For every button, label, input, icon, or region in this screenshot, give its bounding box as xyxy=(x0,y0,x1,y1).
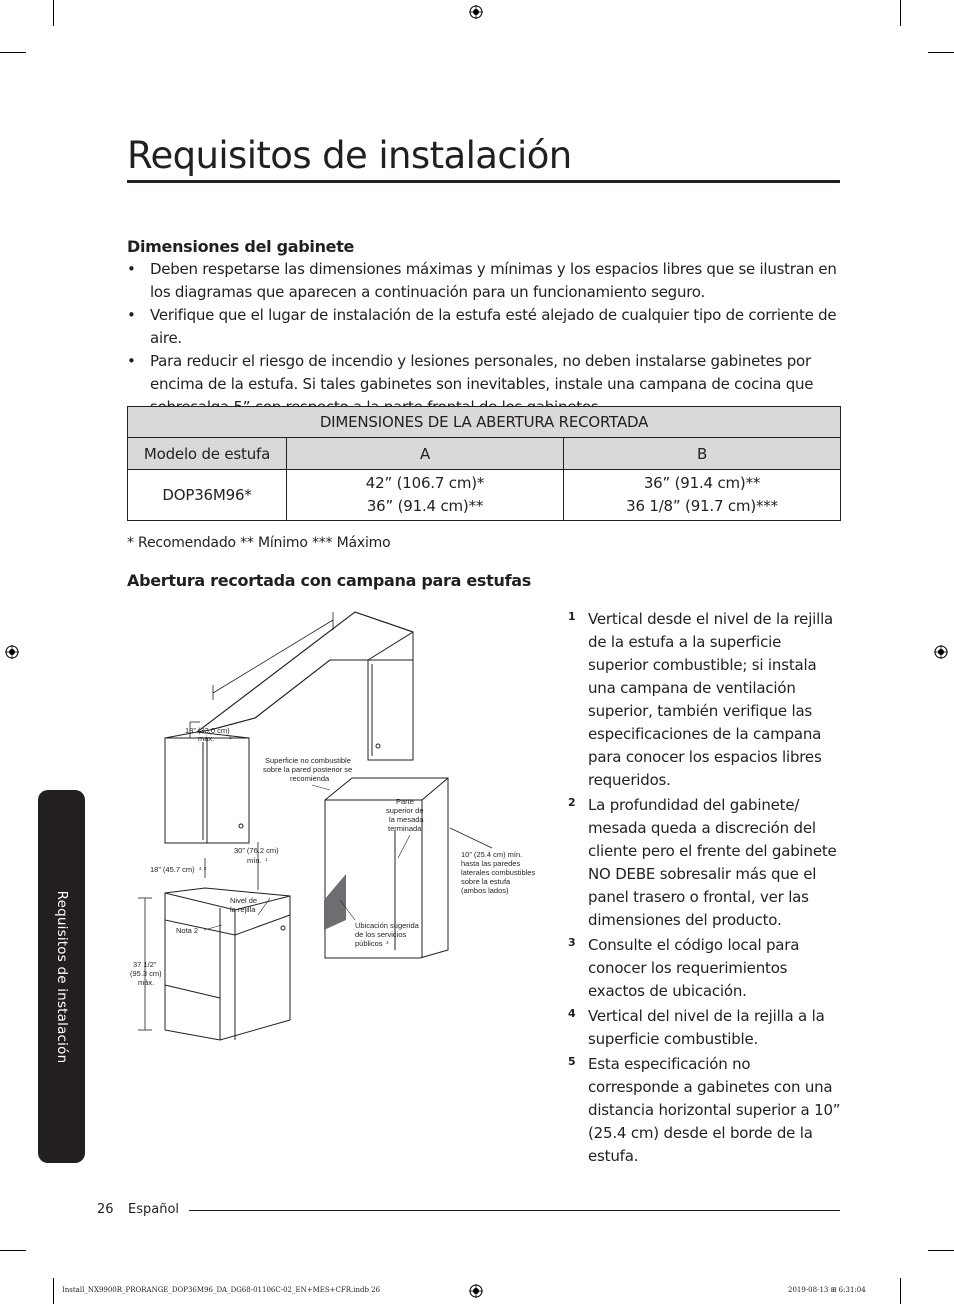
page-number: 26 xyxy=(97,1202,114,1217)
label-counter-2: superior de xyxy=(386,806,424,815)
label-10in-4: sobre la estufa xyxy=(461,877,511,886)
note-item xyxy=(568,934,843,1003)
hood-cutout-heading: Abertura recortada con campana para estufas xyxy=(127,571,531,590)
table-row xyxy=(128,470,841,521)
column-header-b: B xyxy=(564,438,841,470)
superscript-1: 1 xyxy=(229,735,232,740)
note-number: 4 xyxy=(568,1007,576,1020)
cutout-dimensions-table xyxy=(127,406,841,521)
cabinet-dimensions-heading: Dimensiones del gabinete xyxy=(127,237,355,256)
cell-b xyxy=(564,470,841,521)
print-slug-left: Install_NX9900R_PRORANGE_DOP36M96_DA_DG68-01106C-02_EN+MES+CFR.indb 26 xyxy=(62,1286,381,1294)
left-upper-cabinet xyxy=(165,732,249,843)
table-header-row xyxy=(128,438,841,470)
superscript-45: 4, 5 xyxy=(199,866,207,871)
label-18in: 18” (45.7 cm) xyxy=(150,865,195,874)
bullet-item: • Deben respetarse las dimensiones máximas y mínimas y los espacios libres que se ilustran en los diagramas que aparecen a continuación para un funcionamiento seguro. xyxy=(127,258,843,304)
label-10in-3: laterales combustibles xyxy=(461,868,536,877)
crop-mark xyxy=(900,0,901,26)
crop-mark xyxy=(53,1278,54,1304)
crop-mark xyxy=(0,52,26,53)
bullet-item: • Para reducir el riesgo de incendio y lesiones personales, no deben instalarse gabinetes por encima de la estufa. Si tales gabinetes son inevitables, instale una campana de cocina que xyxy=(127,350,843,419)
crop-mark xyxy=(900,1278,901,1304)
installation-diagram xyxy=(125,605,555,1045)
label-10in-1: 10” (25.4 cm) mín. xyxy=(461,850,523,859)
crop-mark xyxy=(0,1250,26,1251)
page-language: Español xyxy=(128,1202,180,1217)
superscript-3: 3 xyxy=(386,940,389,945)
column-header-a: A xyxy=(287,438,564,470)
note-number: 5 xyxy=(568,1055,576,1068)
section-side-tab xyxy=(38,790,85,1163)
note-item xyxy=(568,608,843,792)
cell-a-line1: 42” (106.7 cm)* xyxy=(365,474,485,492)
label-10in-5: (ambos lados) xyxy=(461,886,509,895)
label-utility-1: Ubicación sugerida xyxy=(355,921,419,930)
label-utility-2: de los servicios xyxy=(355,930,407,939)
note-text: La profundidad del gabinete/ mesada queda a discreción del cliente pero el frente del gabinete NO DEBE sobresalir más que el panel trasero o frontal, ver las dimensiones del producto. xyxy=(588,796,837,929)
note-text: Vertical desde el nivel de la rejilla de la estufa a la superficie superior combustible; si instala una campana de ventilación superior, también verifique las especificaciones de la campana para conocer los espacios libres requeridos. xyxy=(588,610,834,789)
crop-mark xyxy=(928,52,954,53)
label-10in-2: hasta las paredes xyxy=(461,859,521,868)
registration-mark-icon xyxy=(469,1284,483,1298)
registration-mark-icon xyxy=(934,645,948,659)
note-number: 1 xyxy=(568,610,576,623)
table-footnote: * Recomendado ** Mínimo *** Máximo xyxy=(127,535,391,551)
table-header-row xyxy=(128,407,841,438)
crop-mark xyxy=(928,1250,954,1251)
cabinet-bullet-list xyxy=(127,258,843,419)
registration-mark-icon xyxy=(469,5,483,19)
note-item xyxy=(568,1005,843,1051)
column-header-model: Modelo de estufa xyxy=(128,438,287,470)
label-surface-1: Superficie no combustible xyxy=(265,756,351,765)
cell-b-line2: 36 1/8” (91.7 cm)*** xyxy=(626,497,778,515)
note-number: 3 xyxy=(568,936,576,949)
label-counter-3: la mesada xyxy=(389,815,424,824)
note-item xyxy=(568,1053,843,1168)
label-37in-2: (95.3 cm) xyxy=(130,969,162,978)
cell-a-line2: 36” (91.4 cm)** xyxy=(366,497,484,515)
table-caption: DIMENSIONES DE LA ABERTURA RECORTADA xyxy=(128,407,841,438)
cell-b-line1: 36” (91.4 cm)** xyxy=(643,474,761,492)
page-title: Requisitos de instalación xyxy=(127,134,572,177)
label-counter-1: Parte xyxy=(396,797,414,806)
label-30in: 30” (76.2 cm) xyxy=(234,846,279,855)
note-number: 2 xyxy=(568,796,576,809)
label-surface-2: sobre la pared posterior se xyxy=(263,765,353,774)
bullet-item: • Verifique que el lugar de instalación de la estufa esté alejado de cualquier tipo de corriente de aire. xyxy=(127,304,843,350)
note-text: Consulte el código local para conocer los requerimientos exactos de ubicación. xyxy=(588,936,800,1000)
label-37in-1: 37 1/2” xyxy=(133,960,157,969)
label-grate-2: la rejilla xyxy=(230,905,256,914)
crop-mark xyxy=(53,0,54,26)
note-text: Esta especificación no corresponde a gabinetes con una distancia horizontal superior a 10” (25.4 cm) desde el borde de la estufa. xyxy=(588,1055,841,1165)
label-note-2: Nota 2 xyxy=(176,926,199,935)
label-13in-max: máx. xyxy=(198,734,215,743)
registration-mark-icon xyxy=(5,645,19,659)
side-tab-label: Requisitos de instalación xyxy=(53,890,70,1063)
cell-a xyxy=(287,470,564,521)
label-grate-1: Nivel de xyxy=(230,896,258,905)
cell-model: DOP36M96* xyxy=(128,470,287,521)
label-37in-3: máx. xyxy=(138,978,155,987)
note-text: Vertical del nivel de la rejilla a la superficie combustible. xyxy=(588,1007,825,1048)
diagram-notes xyxy=(568,608,843,1170)
label-13in: 13” (33.0 cm) xyxy=(185,726,230,735)
print-slug-right: 2019-08-13 ⊞ 6:31:04 xyxy=(788,1286,866,1294)
label-surface-3: recomienda xyxy=(290,774,330,783)
label-counter-4: terminada xyxy=(388,824,422,833)
label-utility-3: públicos xyxy=(355,939,383,948)
superscript-1b: 1 xyxy=(265,857,268,862)
footer-rule xyxy=(189,1210,840,1211)
label-30in-min: mín. xyxy=(247,856,262,865)
note-item xyxy=(568,794,843,932)
lower-cabinet xyxy=(165,888,290,1040)
title-rule xyxy=(127,180,840,183)
